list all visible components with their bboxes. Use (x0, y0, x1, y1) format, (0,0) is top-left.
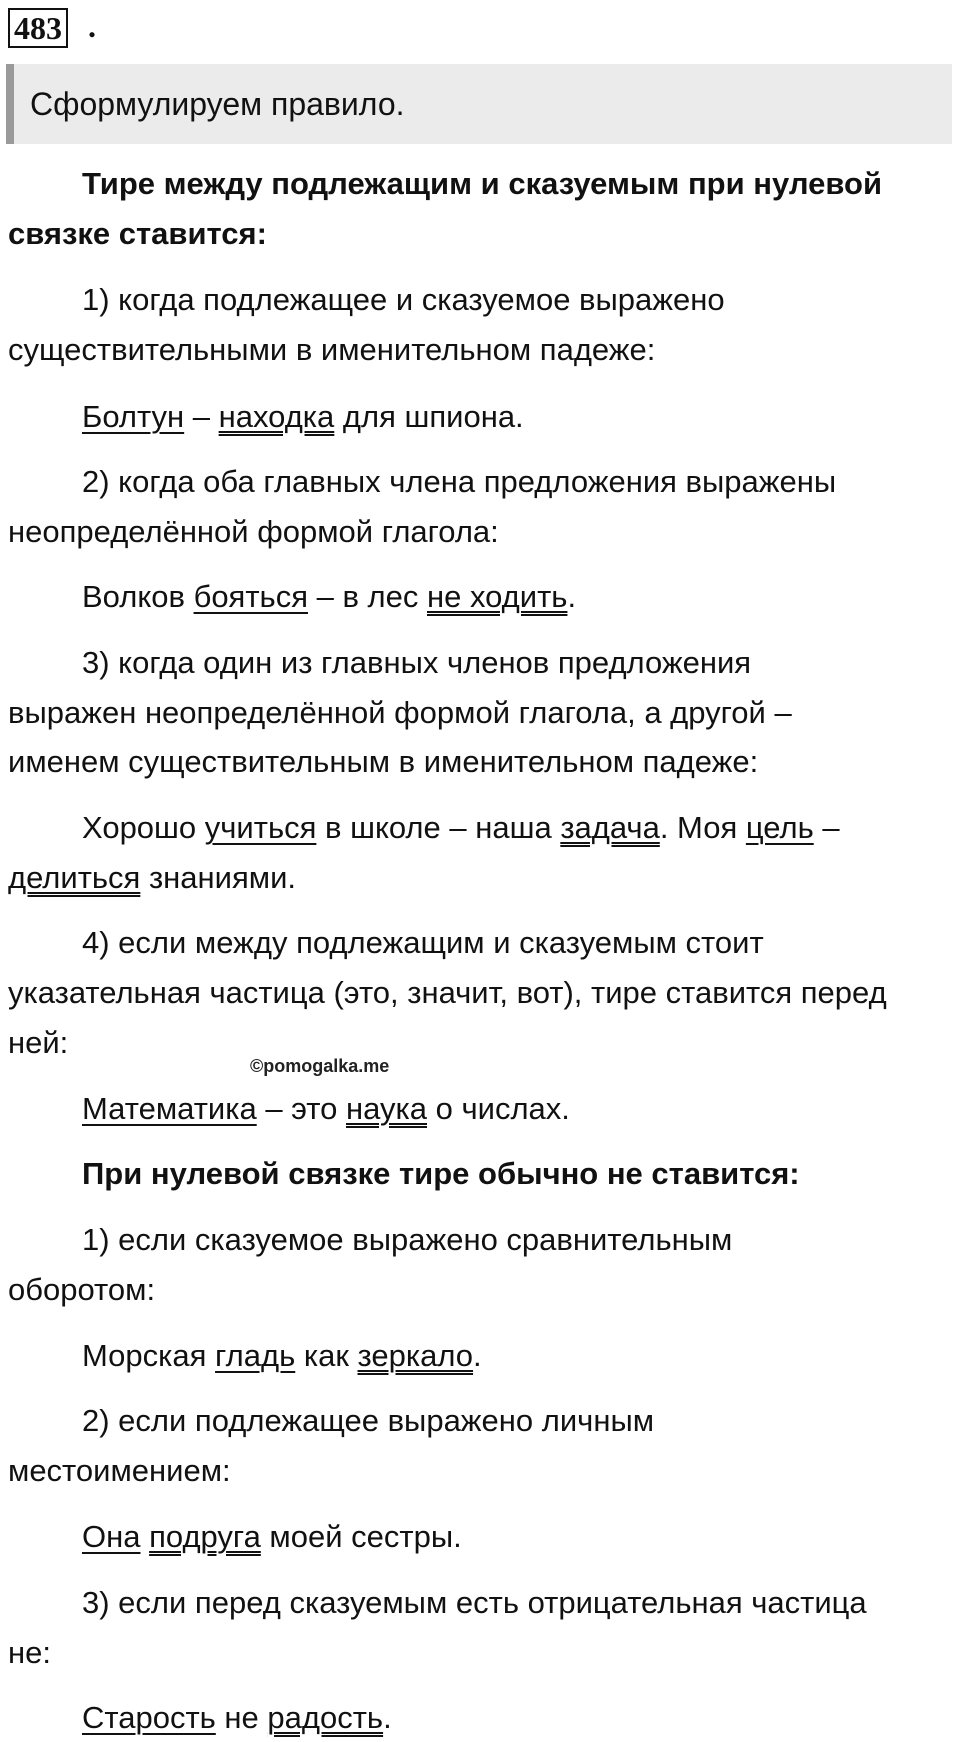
task-number: 483 (8, 8, 68, 48)
subject-word: Болтун (82, 399, 185, 434)
rule-heading-no-dash: При нулевой связке тире обычно не ставится: (82, 1156, 800, 1191)
predicate-word: зеркало (357, 1338, 474, 1373)
task-number-dot: . (88, 8, 96, 44)
predicate-word: делиться (8, 860, 141, 895)
rule-2-line-1: 2) когда оба главных члена предложения выражены (82, 464, 837, 499)
rule-heading-dash: Тире между подлежащим и сказуемым при нулевой (82, 166, 883, 201)
example-text: Волков (82, 579, 194, 614)
example-text: в школе – наша (316, 810, 561, 845)
example-3-line-2 (8, 856, 296, 900)
section-header (6, 64, 952, 144)
example-4 (82, 1087, 570, 1131)
example-text: . Моя (659, 810, 746, 845)
predicate-word: наука (346, 1091, 428, 1126)
example-7 (82, 1696, 392, 1740)
predicate-word: находка (218, 399, 335, 434)
subject-word: Математика (82, 1091, 257, 1126)
subject-word: цель (745, 810, 814, 845)
rule-4-line-1: 4) если между подлежащим и сказуемым стоит (82, 925, 764, 960)
example-text: о числах. (427, 1091, 570, 1126)
example-text: для шпиона. (334, 399, 524, 434)
section-header-text: Сформулируем правило. (30, 86, 405, 122)
example-text: – это (256, 1091, 347, 1126)
rule-3-line-1: 3) когда один из главных членов предложения (82, 645, 752, 680)
example-text: не (215, 1700, 268, 1735)
example-6 (82, 1515, 462, 1559)
rule-2-line-2: неопределённой формой глагола: (8, 514, 499, 549)
example-text: . (567, 579, 577, 614)
example-2 (82, 575, 576, 619)
example-text (140, 1519, 149, 1554)
example-text: как (295, 1338, 358, 1373)
example-text: Морская (82, 1338, 216, 1373)
subject-word: бояться (193, 579, 308, 614)
rule-heading-dash-cont: связке ставится: (8, 216, 267, 251)
subject-word: учиться (204, 810, 317, 845)
rule-4-line-3: ней: (8, 1025, 69, 1060)
example-text: . (473, 1338, 482, 1373)
watermark: ©pomogalka.me (250, 1056, 390, 1076)
predicate-word: радость (267, 1700, 384, 1735)
example-text: Хорошо (82, 810, 205, 845)
no-dash-rule-1-line-2: оборотом: (8, 1272, 156, 1307)
no-dash-rule-2-line-1: 2) если подлежащее выражено личным (82, 1403, 655, 1438)
predicate-word: не ходить (426, 579, 568, 614)
no-dash-rule-3-line-1: 3) если перед сказуемым есть отрицательная частица (82, 1585, 867, 1620)
example-3-line-1 (82, 806, 840, 850)
example-text: моей сестры. (260, 1519, 462, 1554)
rule-3-line-3: именем существительным в именительном падеже: (8, 744, 759, 779)
predicate-word: подруга (149, 1519, 261, 1554)
example-text: . (383, 1700, 392, 1735)
no-dash-rule-2-line-2: местоимением: (8, 1453, 231, 1488)
example-text: знаниями. (140, 860, 296, 895)
subject-word: гладь (215, 1338, 296, 1373)
rule-4-line-2: указательная частица (это, значит, вот), тире ставится перед (8, 975, 887, 1010)
rule-1-line-2: существительными в именительном падеже: (8, 332, 656, 367)
rule-3-line-2: выражен неопределённой формой глагола, а другой – (8, 695, 792, 730)
subject-word: Она (82, 1519, 141, 1554)
subject-word: Старость (82, 1700, 216, 1735)
no-dash-rule-3-line-2: не: (8, 1635, 51, 1670)
example-5 (82, 1334, 482, 1378)
example-text: – (813, 810, 840, 845)
example-text: – в лес (307, 579, 427, 614)
example-text: – (184, 399, 219, 434)
no-dash-rule-1-line-1: 1) если сказуемое выражено сравнительным (82, 1222, 733, 1257)
rule-1-line-1: 1) когда подлежащее и сказуемое выражено (82, 282, 725, 317)
example-1 (82, 395, 524, 439)
predicate-word: задача (560, 810, 660, 845)
